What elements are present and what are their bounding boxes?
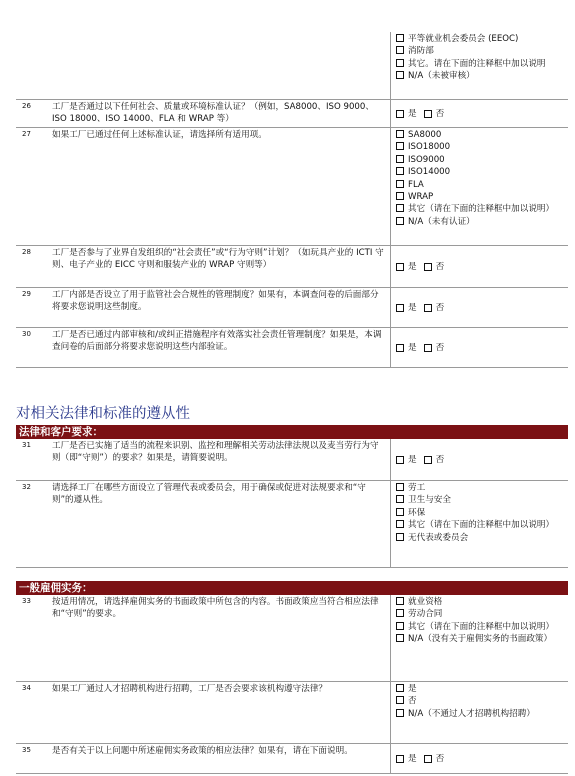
- options-cell: [390, 32, 568, 99]
- option-fla[interactable]: [396, 179, 566, 191]
- checkbox[interactable]: [396, 520, 404, 528]
- option-fire-dept[interactable]: [396, 45, 566, 57]
- option-label: WRAP: [408, 192, 434, 203]
- question-text: 是否有关于以上问题中所述雇佣实务政策的相应法律？如果有，请在下面说明。: [52, 746, 353, 756]
- checkbox[interactable]: [396, 46, 404, 54]
- section-bar-employment: 一般雇佣实务：: [16, 581, 568, 595]
- option-label: SA8000: [408, 130, 442, 140]
- checkbox[interactable]: [396, 180, 404, 188]
- question-text: 按适用情况，请选择雇佣实务的书面政策中所包含的内容。书面政策应当符合相应法律和“守则”的要求。: [52, 597, 379, 620]
- option-label: 其它（请在下面的注释框中加以说明）: [408, 204, 555, 215]
- option-label: N/A（不通过人才招聘机构招聘）: [408, 708, 535, 719]
- question-number: 34: [22, 684, 31, 692]
- option-contract[interactable]: [396, 608, 566, 620]
- checkbox[interactable]: [396, 71, 404, 79]
- no-checkbox[interactable]: [424, 456, 432, 464]
- option-other[interactable]: [396, 58, 566, 70]
- option-wrap[interactable]: [396, 191, 566, 203]
- checkbox[interactable]: [396, 634, 404, 642]
- checkbox[interactable]: [396, 34, 404, 42]
- option-label: 其它。请在下面的注释框中加以说明: [408, 58, 546, 69]
- questions-table-employment: [16, 595, 568, 774]
- question-row-30: [16, 328, 568, 368]
- option-environment[interactable]: [396, 507, 566, 519]
- checkbox[interactable]: [396, 204, 404, 212]
- option-label: N/A（没有关于雇佣实务的书面政策）: [408, 634, 553, 645]
- options-cell: [390, 481, 568, 567]
- option-iso18000[interactable]: [396, 141, 566, 153]
- question-row-continued: [16, 32, 568, 100]
- question-number: [16, 32, 52, 99]
- yes-no-options: [390, 288, 568, 327]
- question-number: 30: [22, 330, 31, 338]
- question-number: 33: [22, 597, 31, 605]
- option-label: 无代表或委员会: [408, 532, 469, 543]
- option-labor[interactable]: [396, 482, 566, 494]
- question-text: 请选择工厂在哪些方面设立了管理代表或委员会，用于确保或促进对法规要求和“守则”的遵从性。: [52, 483, 366, 506]
- questions-table-legal: [16, 439, 568, 568]
- question-number: 28: [22, 248, 31, 256]
- question-number: 32: [22, 483, 31, 491]
- question-text: 工厂是否参与了业界自发组织的“社会责任”或“行为守则”计划？（如玩具产业的 ICTI 守则、电子产业的 EICC 守则和服装产业的 WRAP 守则等）: [52, 248, 384, 271]
- question-row-34: [16, 682, 568, 744]
- checkbox[interactable]: [396, 533, 404, 541]
- option-health-safety[interactable]: [396, 494, 566, 506]
- section-title: 对相关法律和标准的遵从性: [16, 406, 190, 422]
- yes-no-options: [390, 246, 568, 287]
- option-label: 劳工: [408, 483, 426, 493]
- checkbox[interactable]: [396, 155, 404, 163]
- option-label: 否: [408, 696, 417, 707]
- option-yes[interactable]: [396, 683, 566, 695]
- questions-table-top: [16, 32, 568, 368]
- yes-label: 是: [408, 302, 417, 313]
- yes-no-options: [390, 100, 568, 127]
- option-label: 平等就业机会委员会 (EEOC): [408, 34, 519, 44]
- option-label: N/A（未被审核）: [408, 71, 475, 82]
- no-label: 否: [435, 753, 445, 764]
- option-eeoc[interactable]: [396, 33, 566, 45]
- option-na[interactable]: [396, 633, 566, 645]
- yes-no-options: [390, 744, 568, 773]
- question-row-27: [16, 128, 568, 246]
- options-cell: [390, 128, 568, 245]
- checkbox[interactable]: [396, 622, 404, 630]
- yes-checkbox[interactable]: [396, 304, 404, 312]
- checkbox[interactable]: [396, 59, 404, 67]
- option-sa8000[interactable]: [396, 129, 566, 141]
- checkbox[interactable]: [396, 609, 404, 617]
- option-label: 卫生与安全: [408, 495, 451, 506]
- yes-checkbox[interactable]: [396, 344, 404, 352]
- option-eligibility[interactable]: [396, 596, 566, 608]
- option-label: FLA: [408, 179, 424, 190]
- option-no[interactable]: [396, 695, 566, 707]
- option-iso14000[interactable]: [396, 166, 566, 178]
- yes-label: 是: [408, 753, 417, 764]
- yes-checkbox[interactable]: [396, 755, 404, 763]
- no-label: 否: [435, 342, 445, 353]
- yes-checkbox[interactable]: [396, 110, 404, 118]
- yes-no-options: [390, 439, 568, 480]
- option-label: 其它（请在下面的注释框中加以说明）: [408, 520, 555, 531]
- question-row-29: [16, 288, 568, 328]
- no-label: 否: [435, 454, 445, 465]
- question-text: 如果工厂通过人才招聘机构进行招聘，工厂是否会要求该机构遵守法律？: [52, 684, 328, 694]
- option-other[interactable]: [396, 621, 566, 633]
- checkbox[interactable]: [396, 684, 404, 692]
- question-text: 工厂是否已通过内部审核和/或纠正措施程序有效落实社会责任管理制度？如果是，本调查问卷的后面部分将要求您说明这些内部验证。: [52, 330, 382, 353]
- question-text: 工厂是否通过以下任何社会、质量或环境标准认证？（例如，SA8000、ISO 9000、ISO 18000、ISO 14000、FLA 和 WRAP 等）: [52, 102, 374, 125]
- question-number: 27: [22, 130, 31, 138]
- option-label: 环保: [408, 507, 426, 518]
- no-checkbox[interactable]: [424, 263, 432, 271]
- question-text: 工厂是否已实施了适当的流程来识别、监控和理解相关劳动法律法规以及麦当劳行为守则（即“守则”）的要求？如果是，请简要说明。: [52, 441, 379, 464]
- no-checkbox[interactable]: [424, 344, 432, 352]
- options-cell: [390, 595, 568, 681]
- option-label: 就业资格: [408, 597, 443, 607]
- option-label: 消防部: [408, 46, 434, 57]
- question-text: 如果工厂已通过任何上述标准认证，请选择所有适用项。: [52, 130, 267, 140]
- checkbox[interactable]: [396, 130, 404, 138]
- checkbox[interactable]: [396, 508, 404, 516]
- question-number: 29: [22, 290, 31, 298]
- question-row-26: [16, 100, 568, 128]
- yes-label: 是: [408, 454, 417, 465]
- checkbox[interactable]: [396, 709, 404, 717]
- option-none[interactable]: [396, 532, 566, 544]
- option-label: N/A（未有认证）: [408, 216, 475, 227]
- option-na[interactable]: [396, 216, 566, 228]
- no-label: 否: [435, 261, 445, 272]
- checkbox[interactable]: [396, 217, 404, 225]
- question-row-28: [16, 246, 568, 288]
- checkbox[interactable]: [396, 696, 404, 704]
- question-number: 31: [22, 441, 31, 449]
- option-label: ISO9000: [408, 154, 445, 165]
- question-row-33: [16, 595, 568, 682]
- yes-no-options: [390, 328, 568, 367]
- question-text: [52, 32, 390, 99]
- question-text: 工厂内部是否设立了用于监管社会合规性的管理制度？如果有，本调查问卷的后面部分将要求您说明这些制度。: [52, 290, 379, 313]
- question-row-35: [16, 744, 568, 774]
- question-row-32: [16, 481, 568, 568]
- checkbox[interactable]: [396, 142, 404, 150]
- option-other[interactable]: [396, 519, 566, 531]
- checkbox[interactable]: [396, 495, 404, 503]
- question-number: 26: [22, 102, 31, 110]
- no-checkbox[interactable]: [424, 304, 432, 312]
- checkbox[interactable]: [396, 483, 404, 491]
- checkbox[interactable]: [396, 597, 404, 605]
- no-checkbox[interactable]: [424, 755, 432, 763]
- section-bar-legal: 法律和客户要求：: [16, 425, 568, 439]
- no-label: 否: [435, 108, 445, 119]
- option-na[interactable]: [396, 70, 566, 82]
- option-iso9000[interactable]: [396, 154, 566, 166]
- checkbox[interactable]: [396, 167, 404, 175]
- yes-checkbox[interactable]: [396, 263, 404, 271]
- options-cell: [390, 682, 568, 743]
- option-label: ISO18000: [408, 142, 451, 153]
- question-number: 35: [22, 746, 31, 754]
- no-checkbox[interactable]: [424, 110, 432, 118]
- option-label: 劳动合同: [408, 609, 443, 620]
- option-label: ISO14000: [408, 167, 451, 178]
- yes-checkbox[interactable]: [396, 456, 404, 464]
- no-label: 否: [435, 302, 445, 313]
- yes-label: 是: [408, 342, 417, 353]
- option-other[interactable]: [396, 203, 566, 215]
- option-label: 是: [408, 684, 417, 694]
- checkbox[interactable]: [396, 192, 404, 200]
- option-label: 其它（请在下面的注释框中加以说明）: [408, 621, 555, 632]
- yes-label: 是: [408, 108, 417, 119]
- yes-label: 是: [408, 261, 417, 272]
- question-row-31: [16, 439, 568, 481]
- option-na[interactable]: [396, 708, 566, 720]
